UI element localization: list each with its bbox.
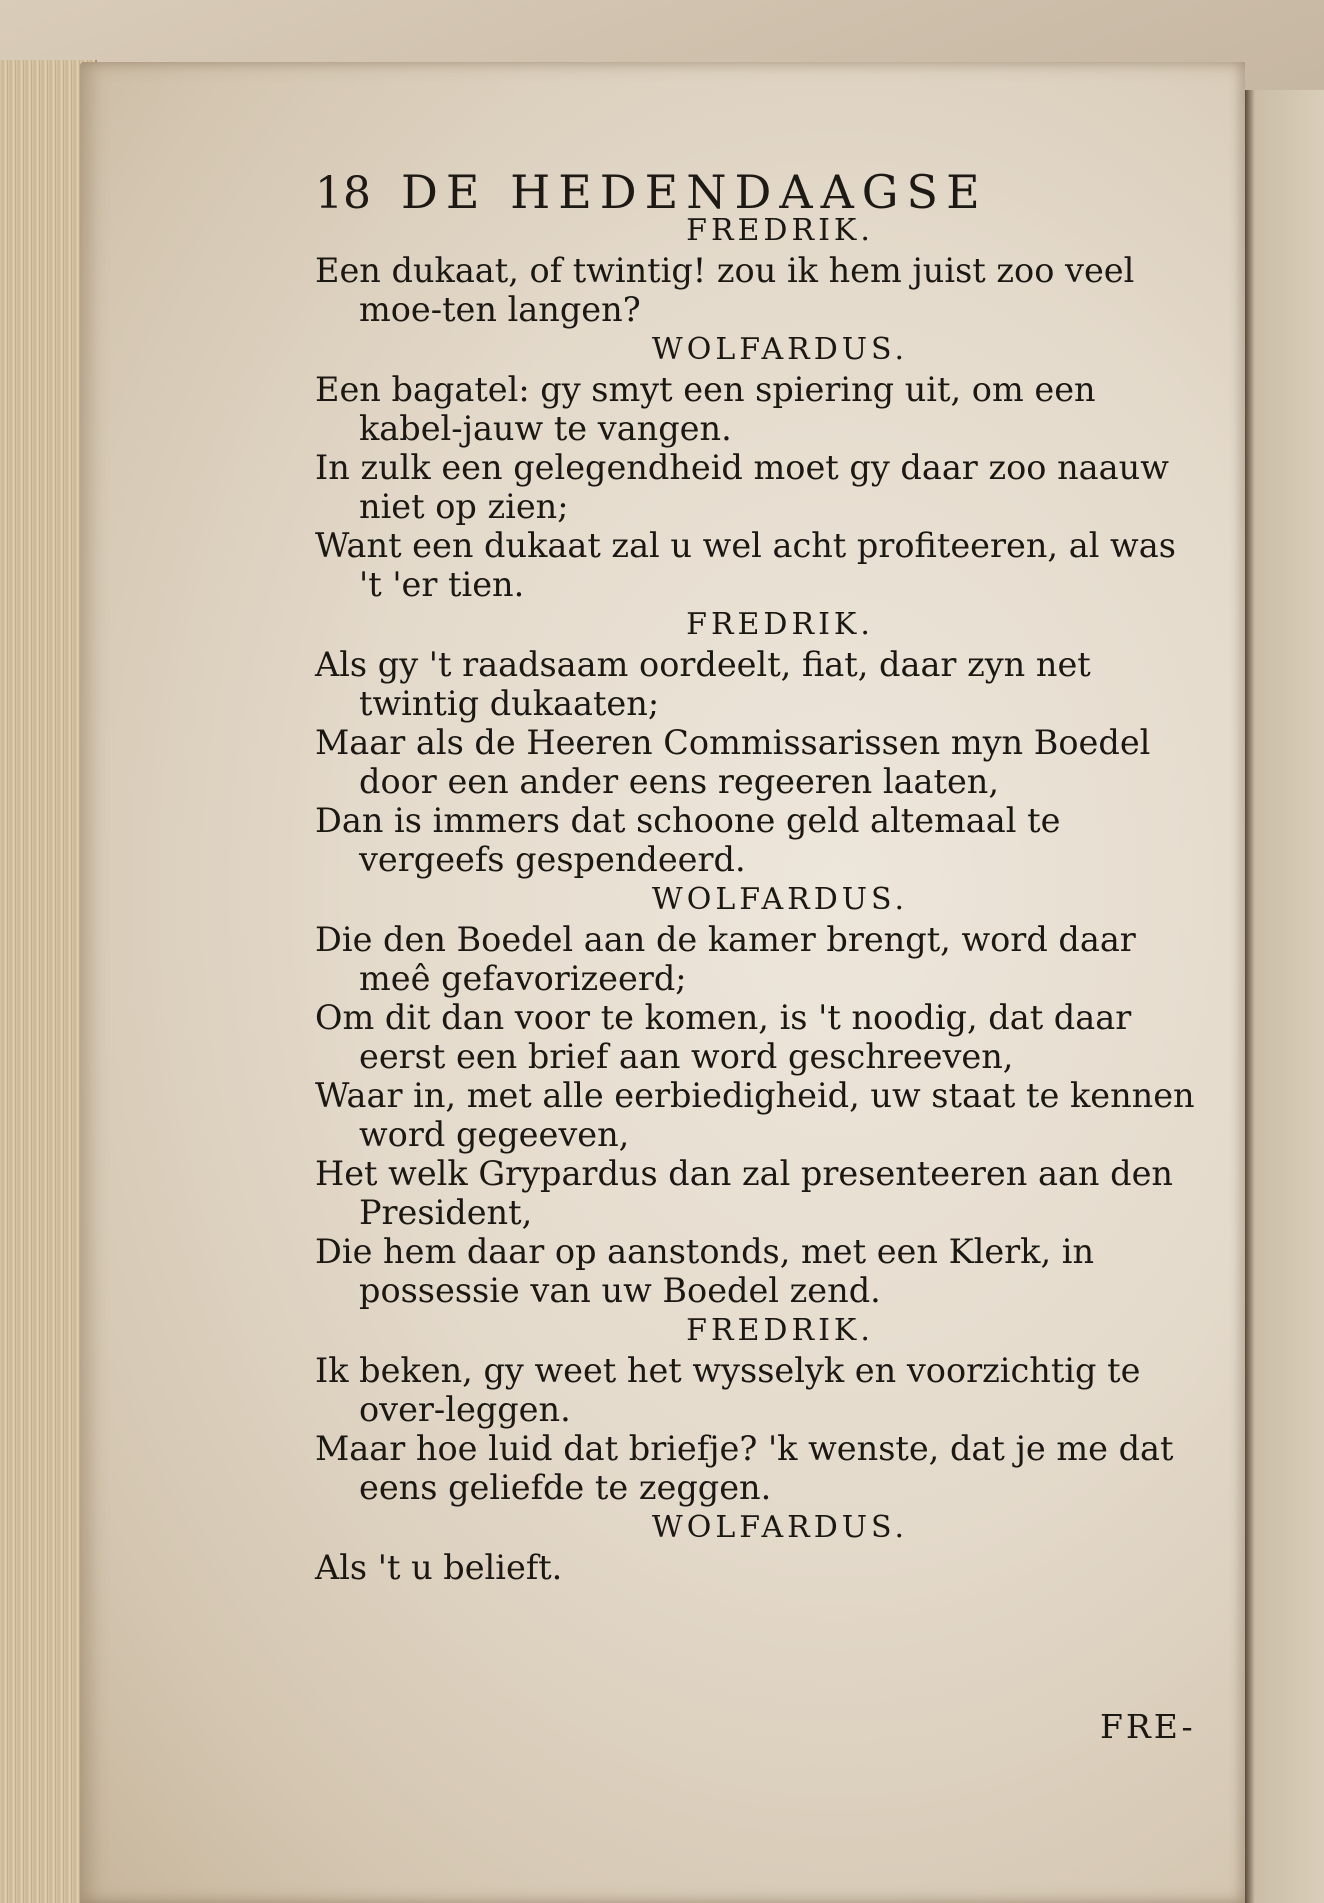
speaker-name: FREDRIK.	[686, 1313, 874, 1348]
verse-line: Dan is immers dat schoone geld altemaal te vergeefs gespendeerd.	[315, 801, 1061, 879]
verse-line: Maar als de Heeren Commissarissen myn Boedel door een ander eens regeeren laaten,	[315, 723, 1151, 801]
verse-line: Het welk Grypardus dan zal presenteeren aan den President,	[315, 1154, 1173, 1232]
verse-line: Die den Boedel aan de kamer brengt, word daar meê gefavorizeerd;	[315, 920, 1136, 998]
facing-page-edge	[1245, 90, 1324, 1903]
page-number: 18	[315, 168, 371, 219]
verse-line: Om dit dan voor te komen, is 't noodig, dat daar eerst een brief aan word geschreeven,	[315, 998, 1132, 1076]
verse-line: Waar in, met alle eerbiedigheid, uw staat te kennen word gegeeven,	[315, 1076, 1195, 1154]
verse-line: Als 't u belieft.	[315, 1548, 563, 1587]
verse-line: Die hem daar op aanstonds, met een Klerk, in possessie van uw Boedel zend.	[315, 1232, 1095, 1310]
verse-line: Als gy 't raadsaam oordeelt, fiat, daar zyn net twintig dukaaten;	[315, 645, 1091, 723]
running-title: DE HEDENDAAGSE	[401, 165, 988, 219]
catchword: FRE-	[1100, 1707, 1196, 1746]
verse-line: Maar hoe luid dat briefje? 'k wenste, dat je me dat eens geliefde te zeggen.	[315, 1429, 1174, 1507]
verse-line: Want een dukaat zal u wel acht profiteeren, al was 't 'er tien.	[315, 526, 1176, 604]
play-text	[315, 210, 1205, 1587]
speaker-name: FREDRIK.	[686, 213, 874, 248]
speaker-name: WOLFARDUS.	[651, 882, 909, 917]
speaker-name: FREDRIK.	[686, 607, 874, 642]
verse-line: In zulk een gelegendheid moet gy daar zoo naauw niet op zien;	[315, 448, 1169, 526]
speaker-name: WOLFARDUS.	[651, 332, 909, 367]
verse-line: Een bagatel: gy smyt een spiering uit, om een kabel-jauw te vangen.	[315, 370, 1096, 448]
verse-line: Een dukaat, of twintig! zou ik hem juist zoo veel moe-ten langen?	[315, 251, 1135, 329]
speaker-name: WOLFARDUS.	[651, 1510, 909, 1545]
verse-line: Ik beken, gy weet het wysselyk en voorzichtig te over-leggen.	[315, 1351, 1141, 1429]
